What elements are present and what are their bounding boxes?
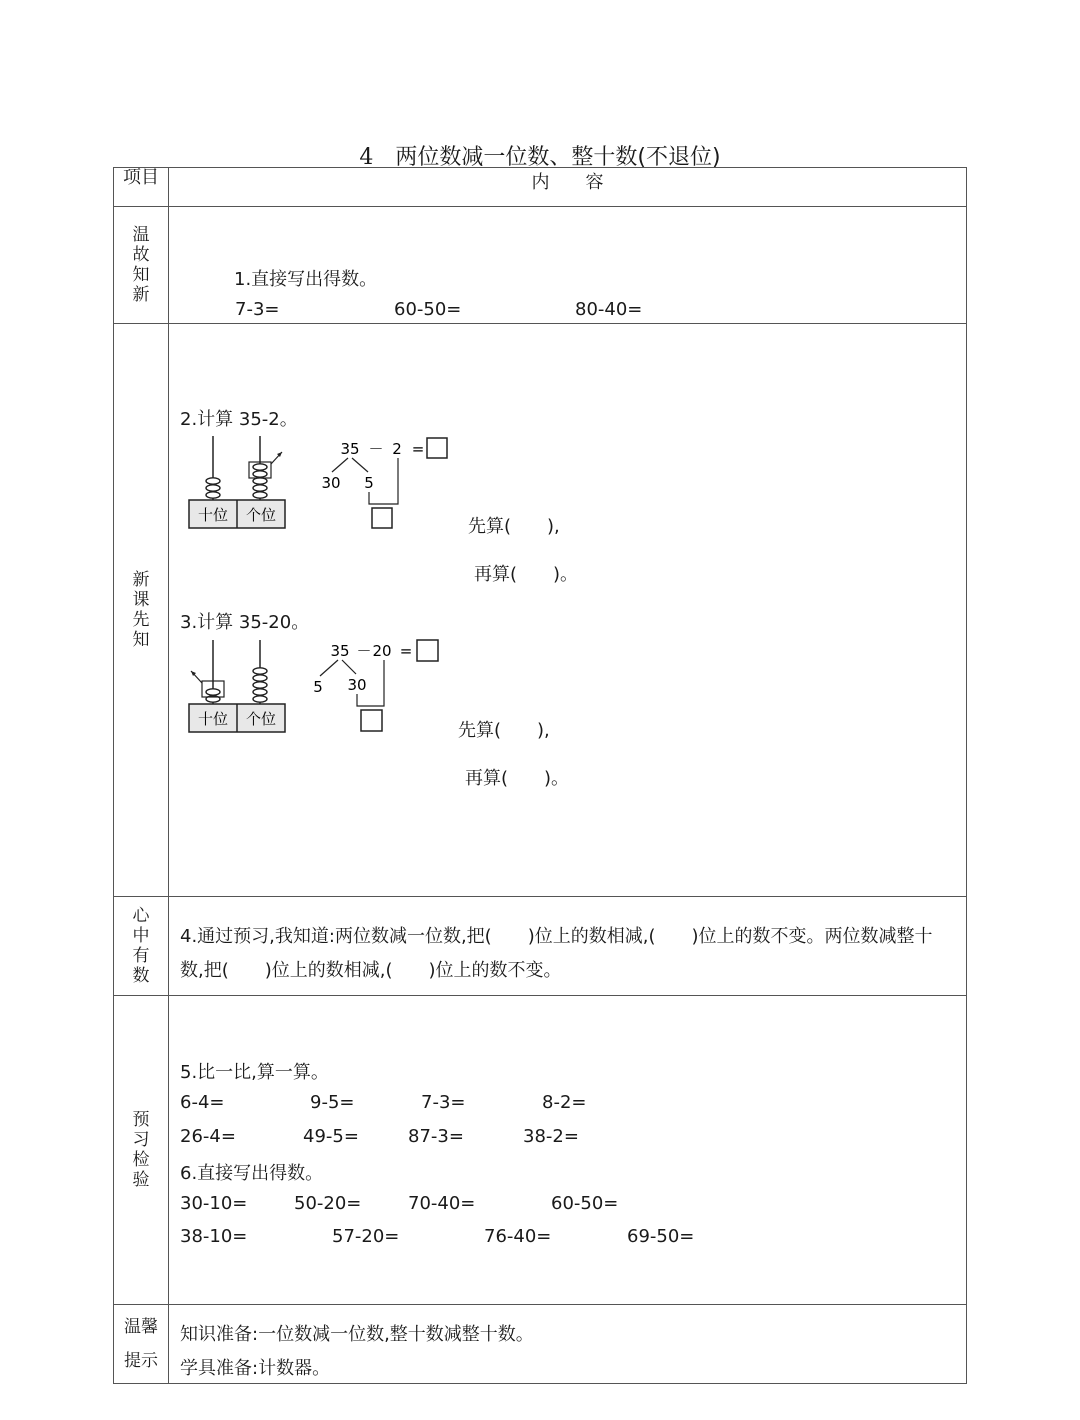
review-item-2: 60-50= xyxy=(394,299,462,320)
q3-split-ones: 5 xyxy=(313,678,323,696)
q6-title: 6.直接写出得数。 xyxy=(180,1163,324,1184)
q6-row1-item3: 70-40= xyxy=(408,1193,476,1214)
abacus-ones-label: 个位 xyxy=(245,506,277,524)
abacus-q2 xyxy=(186,432,290,532)
q3-minus: － xyxy=(356,642,372,660)
abacus-q3 xyxy=(186,636,290,736)
q3-first-calc: 先算( ), xyxy=(458,720,550,741)
q4-line-1: 4.通过预习,我知道:两位数减一位数,把( )位上的数相减,( )位上的数不变。两位数减整十 xyxy=(180,926,933,947)
q3-then-calc: 再算( )。 xyxy=(465,768,570,789)
q5-row1-item1: 6-4= xyxy=(180,1092,225,1113)
row-review xyxy=(114,207,967,324)
q2-minuend: 35 xyxy=(340,440,360,458)
label-tips: 温馨提示 xyxy=(124,1317,158,1371)
q3-minuend: 35 xyxy=(330,642,350,660)
q2-then-calc: 再算( )。 xyxy=(474,564,579,585)
q5-row2-item3: 87-3= xyxy=(408,1126,464,1147)
q3-step-box[interactable] xyxy=(361,710,382,731)
label-summary: 心中有数 xyxy=(132,906,150,986)
lesson-title: 两位数减一位数、整十数(不退位) xyxy=(395,145,721,170)
q2-split-ones: 5 xyxy=(364,474,374,492)
q5-title: 5.比一比,算一算。 xyxy=(180,1062,329,1083)
label-review: 温故知新 xyxy=(132,225,150,305)
review-item-1: 7-3= xyxy=(235,299,280,320)
q2-title: 2.计算 35-2。 xyxy=(180,409,298,430)
q6-row2-item2: 57-20= xyxy=(332,1226,400,1247)
row-check xyxy=(114,996,967,1305)
q4-line-2: 数,把( )位上的数相减,( )位上的数不变。 xyxy=(180,960,562,981)
q5-row2-item4: 38-2= xyxy=(523,1126,579,1147)
q2-equals: = xyxy=(411,440,425,458)
q6-row1-item2: 50-20= xyxy=(294,1193,362,1214)
q3-answer-box[interactable] xyxy=(417,640,438,661)
q2-step-box[interactable] xyxy=(372,508,392,528)
q3-subtrahend: 20 xyxy=(372,642,392,660)
q5-row2-item1: 26-4= xyxy=(180,1126,236,1147)
q2-minus: － xyxy=(368,440,384,458)
q5-row1-item4: 8-2= xyxy=(542,1092,587,1113)
header-row xyxy=(114,168,967,207)
tips-line-1: 知识准备:一位数减一位数,整十数减整十数。 xyxy=(180,1324,534,1345)
review-item-3: 80-40= xyxy=(575,299,643,320)
q2-first-calc: 先算( ), xyxy=(468,516,560,537)
label-check: 预习检验 xyxy=(132,1110,150,1190)
split-diagram-q3 xyxy=(306,636,456,736)
q1-title: 1.直接写出得数。 xyxy=(234,269,378,290)
q6-row1-item1: 30-10= xyxy=(180,1193,248,1214)
q5-row2-item2: 49-5= xyxy=(303,1126,359,1147)
label-new: 新课先知 xyxy=(132,570,150,650)
q3-split-tens: 30 xyxy=(347,676,367,694)
q3-equals: = xyxy=(399,642,413,660)
q3-title: 3.计算 35-20。 xyxy=(180,612,310,633)
abacus-ones-label: 个位 xyxy=(245,710,277,728)
q2-split-tens: 30 xyxy=(321,474,341,492)
header-content: 内 容 xyxy=(169,168,967,207)
q6-row1-item4: 60-50= xyxy=(551,1193,619,1214)
abacus-tens-label: 十位 xyxy=(197,710,229,728)
q2-answer-box[interactable] xyxy=(427,438,447,458)
q6-row2-item1: 38-10= xyxy=(180,1226,248,1247)
q5-row1-item2: 9-5= xyxy=(310,1092,355,1113)
header-item: 项目 xyxy=(114,168,169,207)
abacus-tens-label: 十位 xyxy=(197,506,229,524)
q6-row2-item3: 76-40= xyxy=(484,1226,552,1247)
q6-row2-item4: 69-50= xyxy=(627,1226,695,1247)
lesson-number: 4 xyxy=(359,145,374,170)
split-diagram-q2 xyxy=(318,434,458,534)
q5-row1-item3: 7-3= xyxy=(421,1092,466,1113)
q2-subtrahend: 2 xyxy=(392,440,402,458)
tips-line-2: 学具准备:计数器。 xyxy=(180,1358,331,1379)
